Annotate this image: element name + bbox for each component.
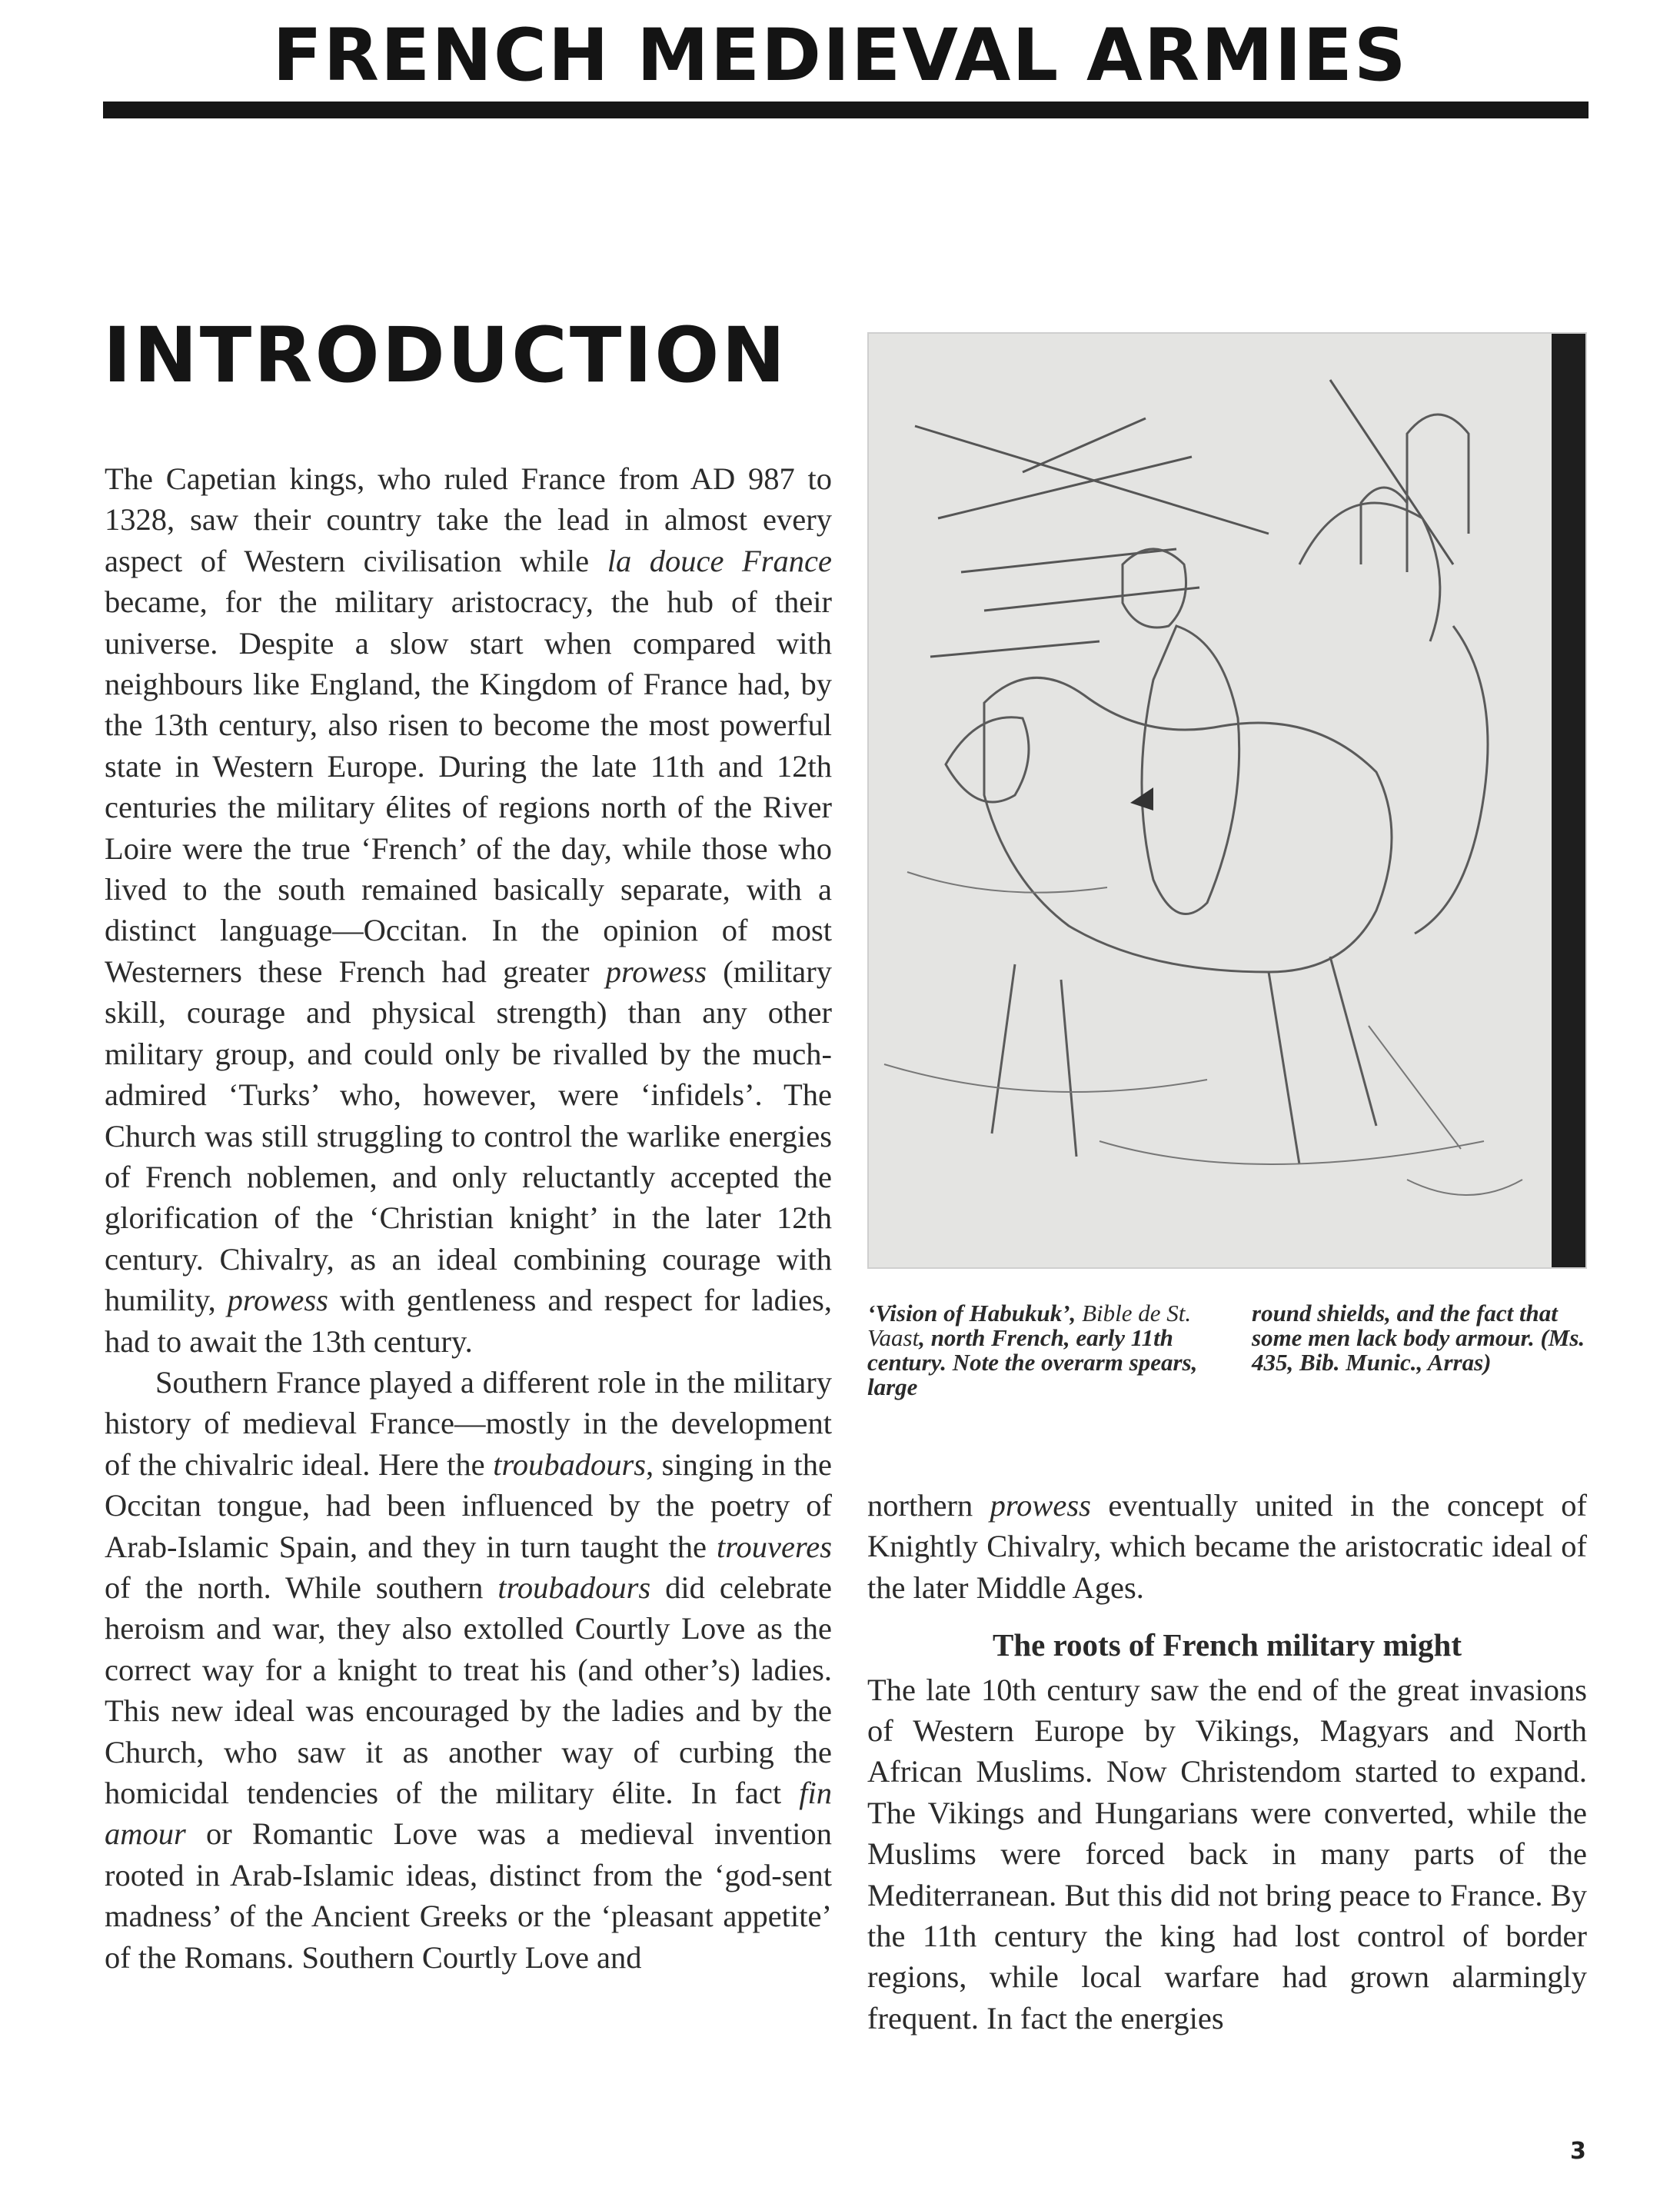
chapter-title: INTRODUCTION: [103, 311, 788, 400]
left-column: [105, 458, 832, 1978]
paragraph-roots: The late 10th century saw the end of the great invasions of Western Europe by Vikings, Magyars and North African Muslims. Now Christendom started to expand. The Vikings and Hungarians were converted, while the Muslims were forced back in many parts of the Mediterranean. But this did not bring peace to France. By the 11th century the king had lost control of border regions, while local warfare had grown alarmingly frequent. In fact the energies: [867, 1672, 1587, 2036]
right-column: [867, 1485, 1587, 2039]
paragraph-capetian-kings: The Capetian kings, who ruled France from AD 987 to 1328, saw their country take the lead in almost every aspect of Western civilisation while la douce France became, for the military aristocracy, the hub of their universe. Despite a slow start when compared with neighbours like England, the Kingdom of France had, by the 13th century, also risen to become the most powerful state in Western Europe. During the late 11th and 12th centuries the military élites of regions north of the River Loire were the true ‘French’ of the day, while those who lived to the south remained basically separate, with a distinct language—Occitan. In the opinion of most Westerners these French had greater prowess (military skill, courage and physical strength) than any other military group, and could only be rivalled by the much-admired ‘Turks’ who, however, were ‘infidels’. The Church was still struggling to control the warlike energies of French noblemen, and only reluctantly accepted the glorification of the ‘Christian knight’ in the later 12th century. Chivalry, as an ideal combining courage with humility, prowess with gentleness and respect for ladies, had to await the 13th century.: [105, 461, 833, 1359]
header-rule: [103, 102, 1589, 118]
figure-caption-left: ‘Vision of Habukuk’, Bible de St. Vaast, north French, early 11th century. Note the overarm spears, large: [867, 1300, 1198, 1400]
figure-caption-right: round shields, and the fact that some men lack body armour. (Ms. 435, Bib. Munic., Arras): [1252, 1300, 1585, 1376]
paragraph-southern-france: Southern France played a different role in the military history of medieval France—mostly in the development of the chivalric ideal. Here the troubadours, singing in the Occitan tongue, had been influenced by the poetry of Arab-Islamic Spain, and they in turn taught the trouveres of the north. While southern troubadours did celebrate heroism and war, they also extolled Courtly Love as the correct way for a knight to treat his (and other’s) ladies. This new ideal was encouraged by the ladies and by the Church, who saw it as another way of curbing the homicidal tendencies of the military élite. In fact fin amour or Romantic Love was a medieval invention rooted in Arab-Islamic ideas, distinct from the ‘god-sent madness’ of the Ancient Greeks or the ‘pleasant appetite’ of the Romans. Southern Courtly Love and: [105, 1364, 833, 1975]
page-number: 3: [1570, 2138, 1586, 2165]
running-title: FRENCH MEDIEVAL ARMIES: [272, 14, 1408, 98]
manuscript-illustration: [867, 332, 1587, 1269]
paragraph-northern-prowess: northern prowess eventually united in the concept of Knightly Chivalry, which became the aristocratic ideal of the later Middle Ages.: [867, 1488, 1587, 1605]
horsemen-drawing: [869, 334, 1587, 1269]
section-heading: The roots of French military might: [993, 1627, 1462, 1663]
